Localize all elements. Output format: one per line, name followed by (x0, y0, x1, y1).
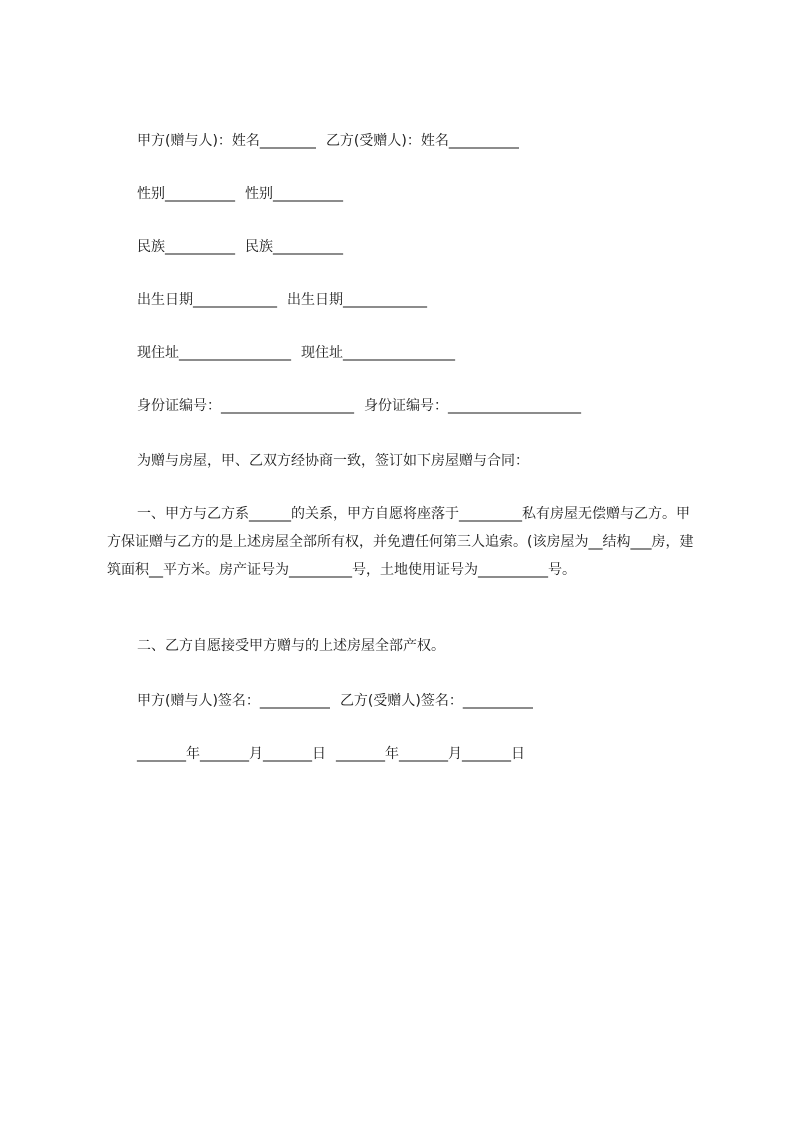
date-line (137, 744, 525, 764)
party-a-birthdate: 出生日期____________ (137, 292, 277, 308)
ethnicity-line (137, 237, 343, 257)
party-b-id-number: 身份证编号：___________________ (364, 398, 581, 414)
birthdate-line (137, 290, 427, 310)
gender-line (137, 184, 343, 204)
party-a-date: _______年_______月_______日 (137, 746, 326, 762)
party-b-name: 乙方(受赠人)：姓名__________ (325, 133, 519, 149)
party-b-signature: 乙方(受赠人)签名：__________ (339, 693, 533, 709)
clause-2-paragraph: 二、乙方自愿接受甲方赠与的上述房屋全部产权。 (137, 638, 445, 654)
party-b-ethnicity: 民族__________ (245, 239, 343, 255)
party-b-gender: 性别__________ (245, 186, 343, 202)
party-b-birthdate: 出生日期____________ (287, 292, 427, 308)
address-line (137, 343, 455, 363)
party-a-gender: 性别__________ (137, 186, 235, 202)
party-a-name: 甲方(赠与人)：姓名________ (137, 133, 316, 149)
party-b-date: _______年_______月_______日 (336, 746, 525, 762)
id-number-line (137, 396, 581, 416)
clause-1-text: 一、甲方与乙方系______的关系，甲方自愿将座落于_________私有房屋无偿赠与乙方。甲方保证赠与乙方的是上述房屋全部所有权，并免遭任何第三人追索。(该房屋为__结构___房，建筑面积__平方米。房产证号为_________号，土地使用证号为__________号。 (107, 506, 694, 578)
party-a-id-number: 身份证编号：___________________ (137, 398, 354, 414)
party-a-ethnicity: 民族__________ (137, 239, 235, 255)
party-name-line (137, 131, 519, 151)
clause-1-paragraph (107, 500, 702, 584)
signature-line (137, 691, 533, 711)
party-a-address: 现住址________________ (137, 345, 291, 361)
party-a-signature: 甲方(赠与人)签名：__________ (137, 693, 330, 709)
party-b-address: 现住址________________ (301, 345, 455, 361)
intro-paragraph: 为赠与房屋，甲、乙双方经协商一致，签订如下房屋赠与合同： (137, 453, 529, 469)
